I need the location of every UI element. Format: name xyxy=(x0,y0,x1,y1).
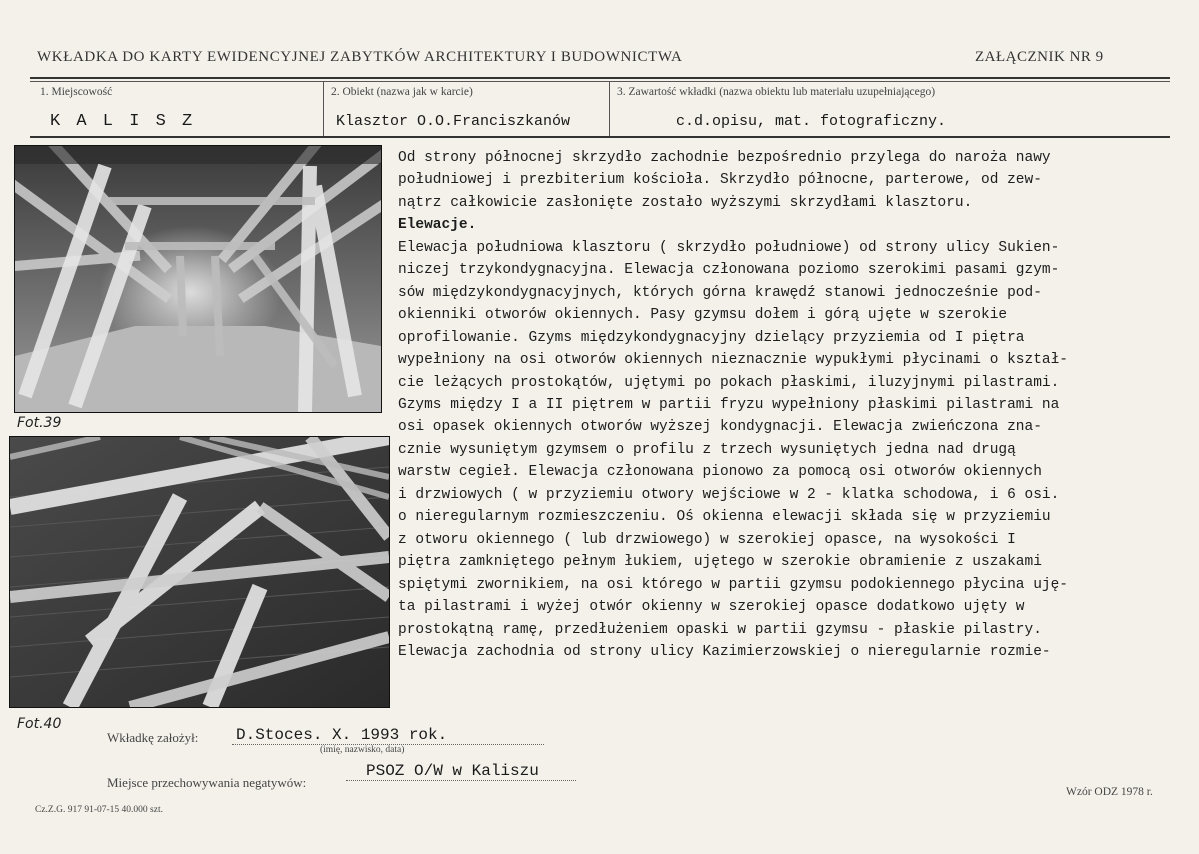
form-template-code: Wzór ODZ 1978 r. xyxy=(1066,786,1153,798)
text-line: nątrz całkowicie zasłonięte zostało wyższymi skrzydłami klasztoru. xyxy=(398,194,973,211)
attic-roof-trusses-photo xyxy=(15,146,381,412)
text-line: prostokątną ramę, przedłużeniem opaski w partii gzymsu - płaskie pilastry. xyxy=(398,621,1042,638)
print-code: Cz.Z.G. 917 91-07-15 40.000 szt. xyxy=(35,805,163,815)
photo-39 xyxy=(14,145,382,413)
text-line: cie leżących prostokątów, ujętymi po pokach płaskimi, iluzyjnymi pilastrami. xyxy=(398,374,1060,391)
text-line: warstw cegieł. Elewacja członowana pionowo za pomocą osi otworów okiennych xyxy=(398,464,1042,481)
text-line: oprofilowanie. Gzyms międzykondygnacyjny dzielący przyziemia od I piętra xyxy=(398,329,1025,346)
text-line: o nieregularnym rozmieszczeniu. Oś okienna elewacji składa się w przyziemiu xyxy=(398,509,1051,526)
photo-40-label: Fot.40 xyxy=(17,716,62,732)
text-line: z otworu okiennego ( lub drzwiowego) w szerokiej opasce, na wysokości I xyxy=(398,531,1016,548)
text-line: piętra zamkniętego pełnym łukiem, ujętego w szerokie obramienie z uszakami xyxy=(398,554,1042,571)
field-1-label: 1. Miejscowość xyxy=(40,86,113,98)
text-line: niczej trzykondygnacyjna. Elewacja członowana poziomo szerokimi pasami gzym- xyxy=(398,262,1060,279)
field-3-value: c.d.opisu, mat. fotograficzny. xyxy=(676,113,947,130)
description-text xyxy=(398,147,1176,663)
text-line: Elewacja zachodnia od strony ulicy Kazimierzowskiej o nieregularnie rozmie- xyxy=(398,643,1051,660)
form-title: WKŁADKA DO KARTY EWIDENCYJNEJ ZABYTKÓW ARCHITEKTURY I BUDOWNICTWA xyxy=(37,49,683,65)
photo-39-label: Fot.39 xyxy=(17,415,62,431)
text-line: cznie wysuniętym gzymsem o profilu z trzech wysuniętych jedna nad drugą xyxy=(398,441,1016,458)
header-top-rule xyxy=(30,77,1170,79)
text-line: Gzyms między I a II piętrem w partii fryzu wypełniony płaskimi pilastrami na xyxy=(398,396,1060,413)
field-2-label: 2. Obiekt (nazwa jak w karcie) xyxy=(331,86,473,98)
section-heading: Elewacje. xyxy=(398,217,477,234)
field-row-bottom-rule xyxy=(30,136,1170,138)
photo-40 xyxy=(9,436,390,708)
text-line: wypełniony na osi otworów okiennych nieznacznie wypukłymi płycinami o kształ- xyxy=(398,352,1069,369)
negatives-storage-label: Miejsce przechowywania negatywów: xyxy=(107,775,307,790)
insert-created-note: (imię, nazwisko, data) xyxy=(320,745,405,755)
text-line: osi opasek okiennych otworów wyższej kondygnacji. Elewacja zwieńczona zna- xyxy=(398,419,1042,436)
insert-created-label: Wkładkę założył: xyxy=(107,730,199,745)
text-line: południowej i prezbiterium kościoła. Skrzydło północne, parterowe, od zew- xyxy=(398,172,1042,189)
field-divider-2 xyxy=(609,82,610,137)
text-line: spiętymi zwornikiem, na osi którego w partii gzymsu podokiennego płycina uję- xyxy=(398,576,1069,593)
attic-roof-rafters-photo xyxy=(10,437,389,707)
field-divider-1 xyxy=(323,82,324,137)
field-2-value: Klasztor O.O.Franciszkanów xyxy=(336,113,571,130)
text-line: Od strony północnej skrzydło zachodnie bezpośrednio przylega do naroża nawy xyxy=(398,150,1051,166)
insert-created-value: D.Stoces. X. 1993 rok. xyxy=(232,726,544,745)
text-line: sów międzykondygnacyjnych, których górna krawędź stanowi jednocześnie pod- xyxy=(398,284,1042,301)
text-line: i drzwiowych ( w przyziemiu otwory wejściowe w 2 - klatka schodowa, i 6 osi. xyxy=(398,486,1060,503)
field-1-value: K A L I S Z xyxy=(50,112,196,131)
header-second-rule xyxy=(30,81,1170,82)
field-3-label: 3. Zawartość wkładki (nazwa obiektu lub materiału uzupełniającego) xyxy=(617,86,936,98)
text-line: Elewacja południowa klasztoru ( skrzydło południowe) od strony ulicy Sukien- xyxy=(398,239,1060,256)
text-line: okienniki otworów okiennych. Pasy gzymsu dołem i górą ujęte w szerokie xyxy=(398,307,1008,324)
negatives-storage-value: PSOZ O/W w Kaliszu xyxy=(346,762,576,781)
text-line: ta pilastrami i wyżej otwór okienny w szerokiej opasce dodatkowo ujęty w xyxy=(398,599,1025,616)
attachment-number: ZAŁĄCZNIK NR 9 xyxy=(975,49,1104,65)
